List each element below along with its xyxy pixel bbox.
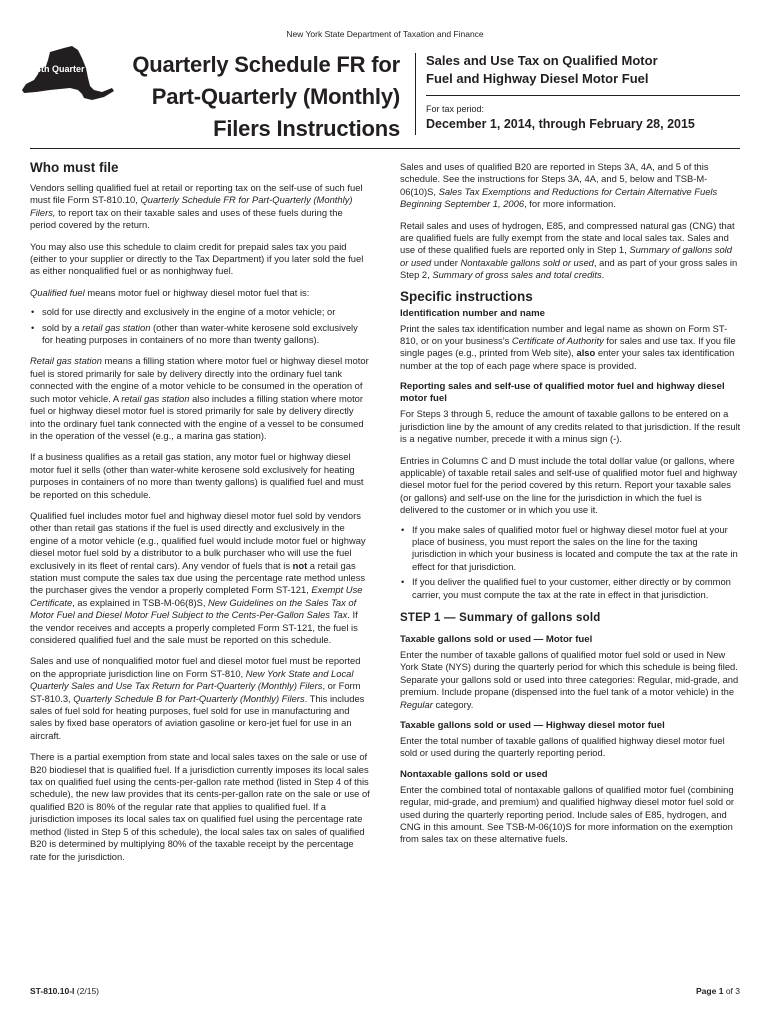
- paragraph: There is a partial exemption from state and local sales taxes on the sale or use of B20 biodiesel that is qualified fuel. If a jurisdiction currently imposes its local sales tax on qualified fuel using the cents-per-gallon rate method (listed in Step 4 of this schedule), the new law provides that its cents-per-gallon rate on the sale or use of qualified B20 is 80% of the regular rate that applies to qualified fuel. If a jurisdiction imposes its local sales tax on qualified fuel using the percentage rate method (listed in Step 5 of this schedule), the local sales tax on sales of qualified B20 is determined by multiplying 80% of the taxable receipt by the percentage rate for the jurisdiction.: [30, 751, 370, 862]
- motor-fuel-heading: Taxable gallons sold or used — Motor fuel: [400, 633, 593, 645]
- paragraph: Enter the number of taxable gallons of qualified motor fuel sold or used in New York State (NYS) during the quarterly period for which this schedule is being filed. Separate your gallons sold or used into three categories: Regular, mid-grade, and premium. Include propane (dispensed into the fuel tank of a motor vehicle) in the Regular category.: [400, 648, 739, 710]
- specific-instructions-heading: Specific instructions: [400, 288, 533, 304]
- list-item: • If you deliver the qualified fuel to your customer, either directly or by common carrier, you must compute the tax at the rate in effect in that jurisdiction.: [401, 576, 731, 600]
- paragraph: Vendors selling qualified fuel at retail or reporting tax on the self-use of such fuel must file Form ST-810.10, Quarterly Schedule FR for Part-Quarterly (Monthly) Filers, to report tax on their taxable sales and uses of these fuels during the period covered by the return.: [30, 182, 363, 231]
- reporting-heading: Reporting sales and self-use of qualified motor fuel and highway diesel motor fuel: [400, 381, 725, 405]
- paragraph: Retail gas station means a filling station where motor fuel or highway diesel motor fuel is stored primarily for sale by delivery directly into the ordinary fuel tank connected with the engine of a motor vehicle to be consumed in the operation of such motor vehicle. A retail gas station also includes a filling station where motor fuel or highway diesel motor fuel is stored primarily for sale by delivery directly into the ordinary fuel tank connected with the engine of a vessel to be consumed in the operation of the vessel (e.g., a marina gas station).: [30, 355, 369, 441]
- header-divider: [30, 148, 740, 149]
- page-number: Page 1 of 3: [696, 986, 740, 996]
- identification-heading: Identification number and name: [400, 307, 545, 319]
- paragraph: Qualified fuel means motor fuel or highway diesel motor fuel that is:: [30, 286, 310, 298]
- left-column: [30, 160, 370, 872]
- title-divider: [415, 53, 416, 135]
- paragraph: Enter the total number of taxable gallons of qualified highway diesel motor fuel sold or used during the quarterly reporting period.: [400, 735, 725, 759]
- quarter-badge: 4th Quarter: [36, 64, 85, 74]
- paragraph: For Steps 3 through 5, reduce the amount of taxable gallons to be entered on a jurisdiction line by the amount of any credits related to that jurisdiction. If the result is a negative number, precede it with a minus sign (-).: [400, 408, 741, 445]
- tax-subject-title: Sales and Use Tax on Qualified Motor Fuel and Highway Diesel Motor Fuel: [426, 53, 658, 86]
- reporting-list: [400, 524, 742, 601]
- diesel-fuel-heading: Taxable gallons sold or used — Highway diesel motor fuel: [400, 720, 665, 731]
- tax-period-label: For tax period:: [426, 104, 485, 114]
- paragraph: Print the sales tax identification number and legal name as shown on Form ST-810, or on your business’s Certificate of Authority for sales and use tax. If you file single pages (e.g., printed from Web site), also enter your sales tax identification number at the top of each page where space is provided.: [400, 322, 736, 371]
- paragraph: If a business qualifies as a retail gas station, any motor fuel or highway diesel motor fuel it sells (other than water-white kerosene sold exclusively for heating purposes in containers of no more than twenty gallons) is qualified fuel and must be reported on this schedule.: [30, 451, 364, 500]
- paragraph: Entries in Columns C and D must include the total dollar value (or gallons, where applicable) of taxable retail sales and self-use of qualified motor fuel and highway diesel motor fuel for the period covered by this return. Report your taxable sales (or gallons) and self-use on the line for the jurisdiction in which the fuel is delivered to the customer or in which you use it.: [400, 454, 738, 516]
- paragraph: You may also use this schedule to claim credit for prepaid sales tax you paid (either to your supplier or directly to the Tax Department) if you later sold the fuel as either nonqualified fuel or as nonhighway fuel.: [30, 240, 364, 277]
- paragraph: Sales and uses of qualified B20 are reported in Steps 3A, 4A, and 5 of this schedule. See the instructions for Steps 3A, 4A, and 5, below and TSB-M-06(10)S, Sales Tax Exemptions and Reductions for Certain Alternative Fuels Beginning September 1, 2006, for more information.: [400, 161, 718, 210]
- who-must-file-heading: Who must file: [30, 160, 119, 175]
- list-item: • sold for use directly and exclusively in the engine of a motor vehicle; or: [31, 306, 336, 318]
- nontaxable-heading: Nontaxable gallons sold or used: [400, 768, 548, 780]
- agency-name: New York State Department of Taxation and Finance: [286, 29, 484, 39]
- list-item: • sold by a retail gas station (other than water-white kerosene sold exclusively for heating purposes in containers of no more than twenty gallons).: [31, 321, 358, 346]
- page-title: Quarterly Schedule FR for Part-Quarterly (Monthly) Filers Instructions: [132, 52, 400, 141]
- paragraph: Enter the combined total of nontaxable gallons of qualified motor fuel (combining regular, mid-grade, and premium) and qualified highway diesel motor fuel sold or used during the quarterly reporting period. Include sales of E85, hydrogen, and CNG in this amount. See TSB-M-06(10)S for more information on the exemption from sales tax on these alternative fuels.: [400, 783, 735, 845]
- qualified-fuel-list: [30, 306, 370, 346]
- form-identifier: ST-810.10-I (2/15): [30, 986, 100, 996]
- right-column: [400, 161, 742, 855]
- list-item: • If you make sales of qualified motor fuel or highway diesel motor fuel at your place of business, you must report the sales on the line for the taxing jurisdiction in which your business is located and compute the tax at the rate in effect for that jurisdiction.: [401, 523, 738, 572]
- step1-heading: STEP 1 — Summary of gallons sold: [400, 611, 601, 624]
- paragraph: Sales and use of nonqualified motor fuel and diesel motor fuel must be reported on the appropriate jurisdiction line on Form ST-810, New York State and Local Quarterly Sales and Use Tax Return for Part-Quarterly (Monthly) Filers, or Form ST-810.3, Quarterly Schedule B for Part-Quarterly (Monthly) Filers. This includes sales of fuel sold for heating purposes, fuel sold for use in manufacturing and sales by fixed base operators of aviation gasoline or kero-jet fuel for use in an aircraft.: [30, 655, 365, 741]
- paragraph: Qualified fuel includes motor fuel and highway diesel motor fuel sold by vendors other than retail gas stations if the fuel is used directly and exclusively in the engine of a motor vehicle (e.g., qualified fuel would include motor fuel or highway diesel motor fuel sold by a distributor to a bulk purchaser who will use the fuel exclusively in its fleet of rental cars). Any vendor of fuels that is not a retail gas station must compute the sales tax due using the percentage rate method unless the purchaser gives the vendor a properly completed Form ST-121, Exempt Use Certificate, as explained in TSB-M-06(8)S, New Guidelines on the Sales Tax of Motor Fuel and Diesel Motor Fuel Subject to the Cents-Per-Gallon Sales Tax. If the vendor receives and accepts a properly completed Form ST-121, the fuel is considered qualified fuel and the sale must be reported on this schedule.: [30, 509, 366, 645]
- tax-period: December 1, 2014, through February 28, 2015: [426, 117, 695, 131]
- subject-divider: [426, 95, 740, 96]
- paragraph: Retail sales and uses of hydrogen, E85, and compressed natural gas (CNG) that are qualified fuels are fully exempt from the state and local sales tax. Sales and use of these qualified fuels are reported only in Step 1, Summary of gallons sold or used under Nontaxable gallons sold or used, and as part of your gross sales in Step 2, Summary of gross sales and total credits.: [400, 219, 738, 281]
